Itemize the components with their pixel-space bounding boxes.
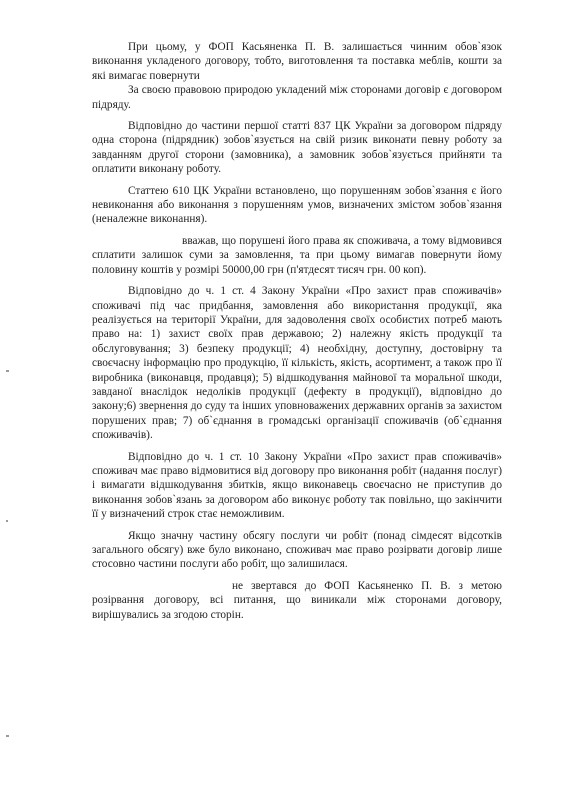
- scan-margin-mark: [6, 520, 8, 522]
- paragraph-9: [92, 579, 502, 622]
- paragraph-8: Якщо значну частину обсягу послуги чи робіт (понад сімдесят відсотків загального обсягу) вже було виконано, споживач має право розірвати договір лише стосовно частини послуги або робіт, що залишилася.: [92, 529, 502, 571]
- scan-margin-mark: [6, 735, 9, 737]
- paragraph-7: Відповідно до ч. 1 ст. 10 Закону України «Про захист прав споживачів» споживач має право відмовитися від договору про виконання робіт (надання послуг) і вимагати відшкодування збитків, якщо виконавець своєчасно не приступив до виконання зобов`язань за договором або виконує роботу так повільно, що закінчити її у визначений строк стає неможливим.: [92, 450, 502, 521]
- paragraph-5-text: вважав, що порушені його права як споживача, а тому відмовився сплатити залишок суми за замовлення, та при цьому вимагав повернути йому половину коштів у розмірі 50000,00 грн (п'ятдесят тисяч грн. 00 коп).: [92, 234, 502, 276]
- scan-margin-mark: [6, 370, 9, 372]
- document-body: [92, 40, 502, 622]
- paragraph-9-text: не звертався до ФОП Касьяненко П. В. з метою розірвання договору, всі питання, що виникали між сторонами договору, вирішувались за згодою сторін.: [92, 579, 502, 621]
- paragraph-6: Відповідно до ч. 1 ст. 4 Закону України «Про захист прав споживачів» споживачі під час придбання, замовлення або використання продукції, яка реалізується на території України, для задоволення своїх особистих потреб мають право на: 1) захист своїх прав державою; 2) належну якість продукції та обслуговування; 3) безпеку продукції; 4) необхідну, доступну, достовірну та своєчасну інформацію про продукцію, її кількість, якість, асортимент, а також про її виробника (виконавця, продавця); 5) відшкодування майнової та моральної шкоди, завданої внаслідок недоліків продукції (дефекту в продукції), відповідно до закону;6) звернення до суду та інших уповноважених державних органів за захистом порушених прав; 7) об`єднання в громадські організації споживачів (об`єднання споживачів).: [92, 285, 502, 442]
- paragraph-5: [92, 234, 502, 277]
- paragraph-3: Відповідно до частини першої статті 837 ЦК України за договором підряду одна сторона (підрядник) зобов`язується на свій ризик виконати певну роботу за завданням другої сторони (замовника), а замовник зобов`язується прийняти та оплатити виконану роботу.: [92, 120, 502, 176]
- paragraph-2: За своєю правовою природою укладений між сторонами договір є договором підряду.: [92, 84, 502, 111]
- paragraph-1: При цьому, у ФОП Касьяненка П. В. залишається чинним обов`язок виконання укладеного договору, тобто, виготовлення та поставка меблів, кошти за які вимагає повернути: [92, 41, 502, 82]
- paragraph-4: Статтею 610 ЦК України встановлено, що порушенням зобов`язання є його невиконання або виконання з порушенням умов, визначених змістом зобов`язання (неналежне виконання).: [92, 184, 502, 226]
